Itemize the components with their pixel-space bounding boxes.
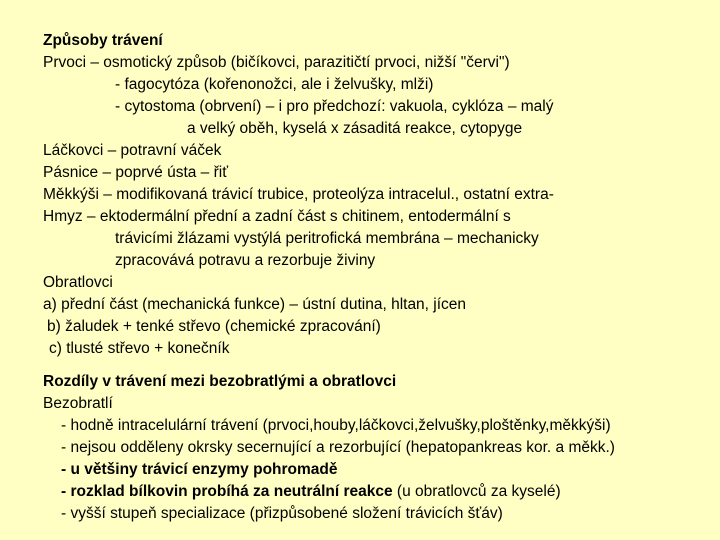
text-line: - u většiny trávicí enzymy pohromadě	[61, 461, 338, 478]
text-line: a) přední část (mechanická funkce) – ústní dutina, hltan, jícen	[43, 296, 467, 313]
text-line: Obratlovci	[43, 274, 113, 291]
text-line: trávicími žlázami vystýlá peritrofická membrána – mechanicky	[115, 230, 539, 247]
text-line: Měkkýši – modifikovaná trávicí trubice, proteolýza intracelul., ostatní extra-	[43, 186, 554, 203]
text-line: Hmyz – ektodermální přední a zadní část s chitinem, entodermální s	[43, 208, 511, 225]
text-line: a velký oběh, kyselá x zásaditá reakce, cytopyge	[187, 120, 523, 137]
text-line: - nejsou odděleny okrsky secernující a rezorbující (hepatopankreas kor. a měkk.)	[61, 439, 615, 456]
text-line: zpracovává potravu a rezorbuje živiny	[115, 252, 376, 269]
text-line: - vyšší stupeň specializace (přizpůsobené složení trávicích šťáv)	[61, 505, 503, 522]
text-line-protein	[61, 481, 561, 503]
text-line: Pásnice – poprvé ústa – řiť	[43, 164, 229, 181]
subheading-invertebrates: Bezobratlí	[43, 395, 113, 412]
section-title-digestion-methods: Způsoby trávení	[43, 32, 163, 49]
text-line: Prvoci – osmotický způsob (bičíkovci, parazitičtí prvoci, nižší "červi")	[43, 54, 510, 71]
text-line: - hodně intracelulární trávení (prvoci,houby,láčkovci,želvušky,ploštěnky,měkkýši)	[61, 417, 611, 434]
section-title-differences: Rozdíly v trávení mezi bezobratlými a obratlovci	[43, 373, 397, 390]
text-line: - cytostoma (obrvení) – i pro předchozí: vakuola, cyklóza – malý	[115, 98, 554, 115]
text-line: - fagocytóza (kořenonožci, ale i želvušky, mlži)	[115, 76, 434, 93]
text-bold: - rozklad bílkovin probíhá za neutrální reakce	[61, 483, 393, 500]
text-line: b) žaludek + tenké střevo (chemické zpracování)	[47, 318, 381, 335]
text-line: c) tlusté střevo + konečník	[49, 340, 230, 357]
text-normal: (u obratlovců za kyselé)	[392, 483, 561, 500]
text-line: Láčkovci – potravní váček	[43, 142, 222, 159]
